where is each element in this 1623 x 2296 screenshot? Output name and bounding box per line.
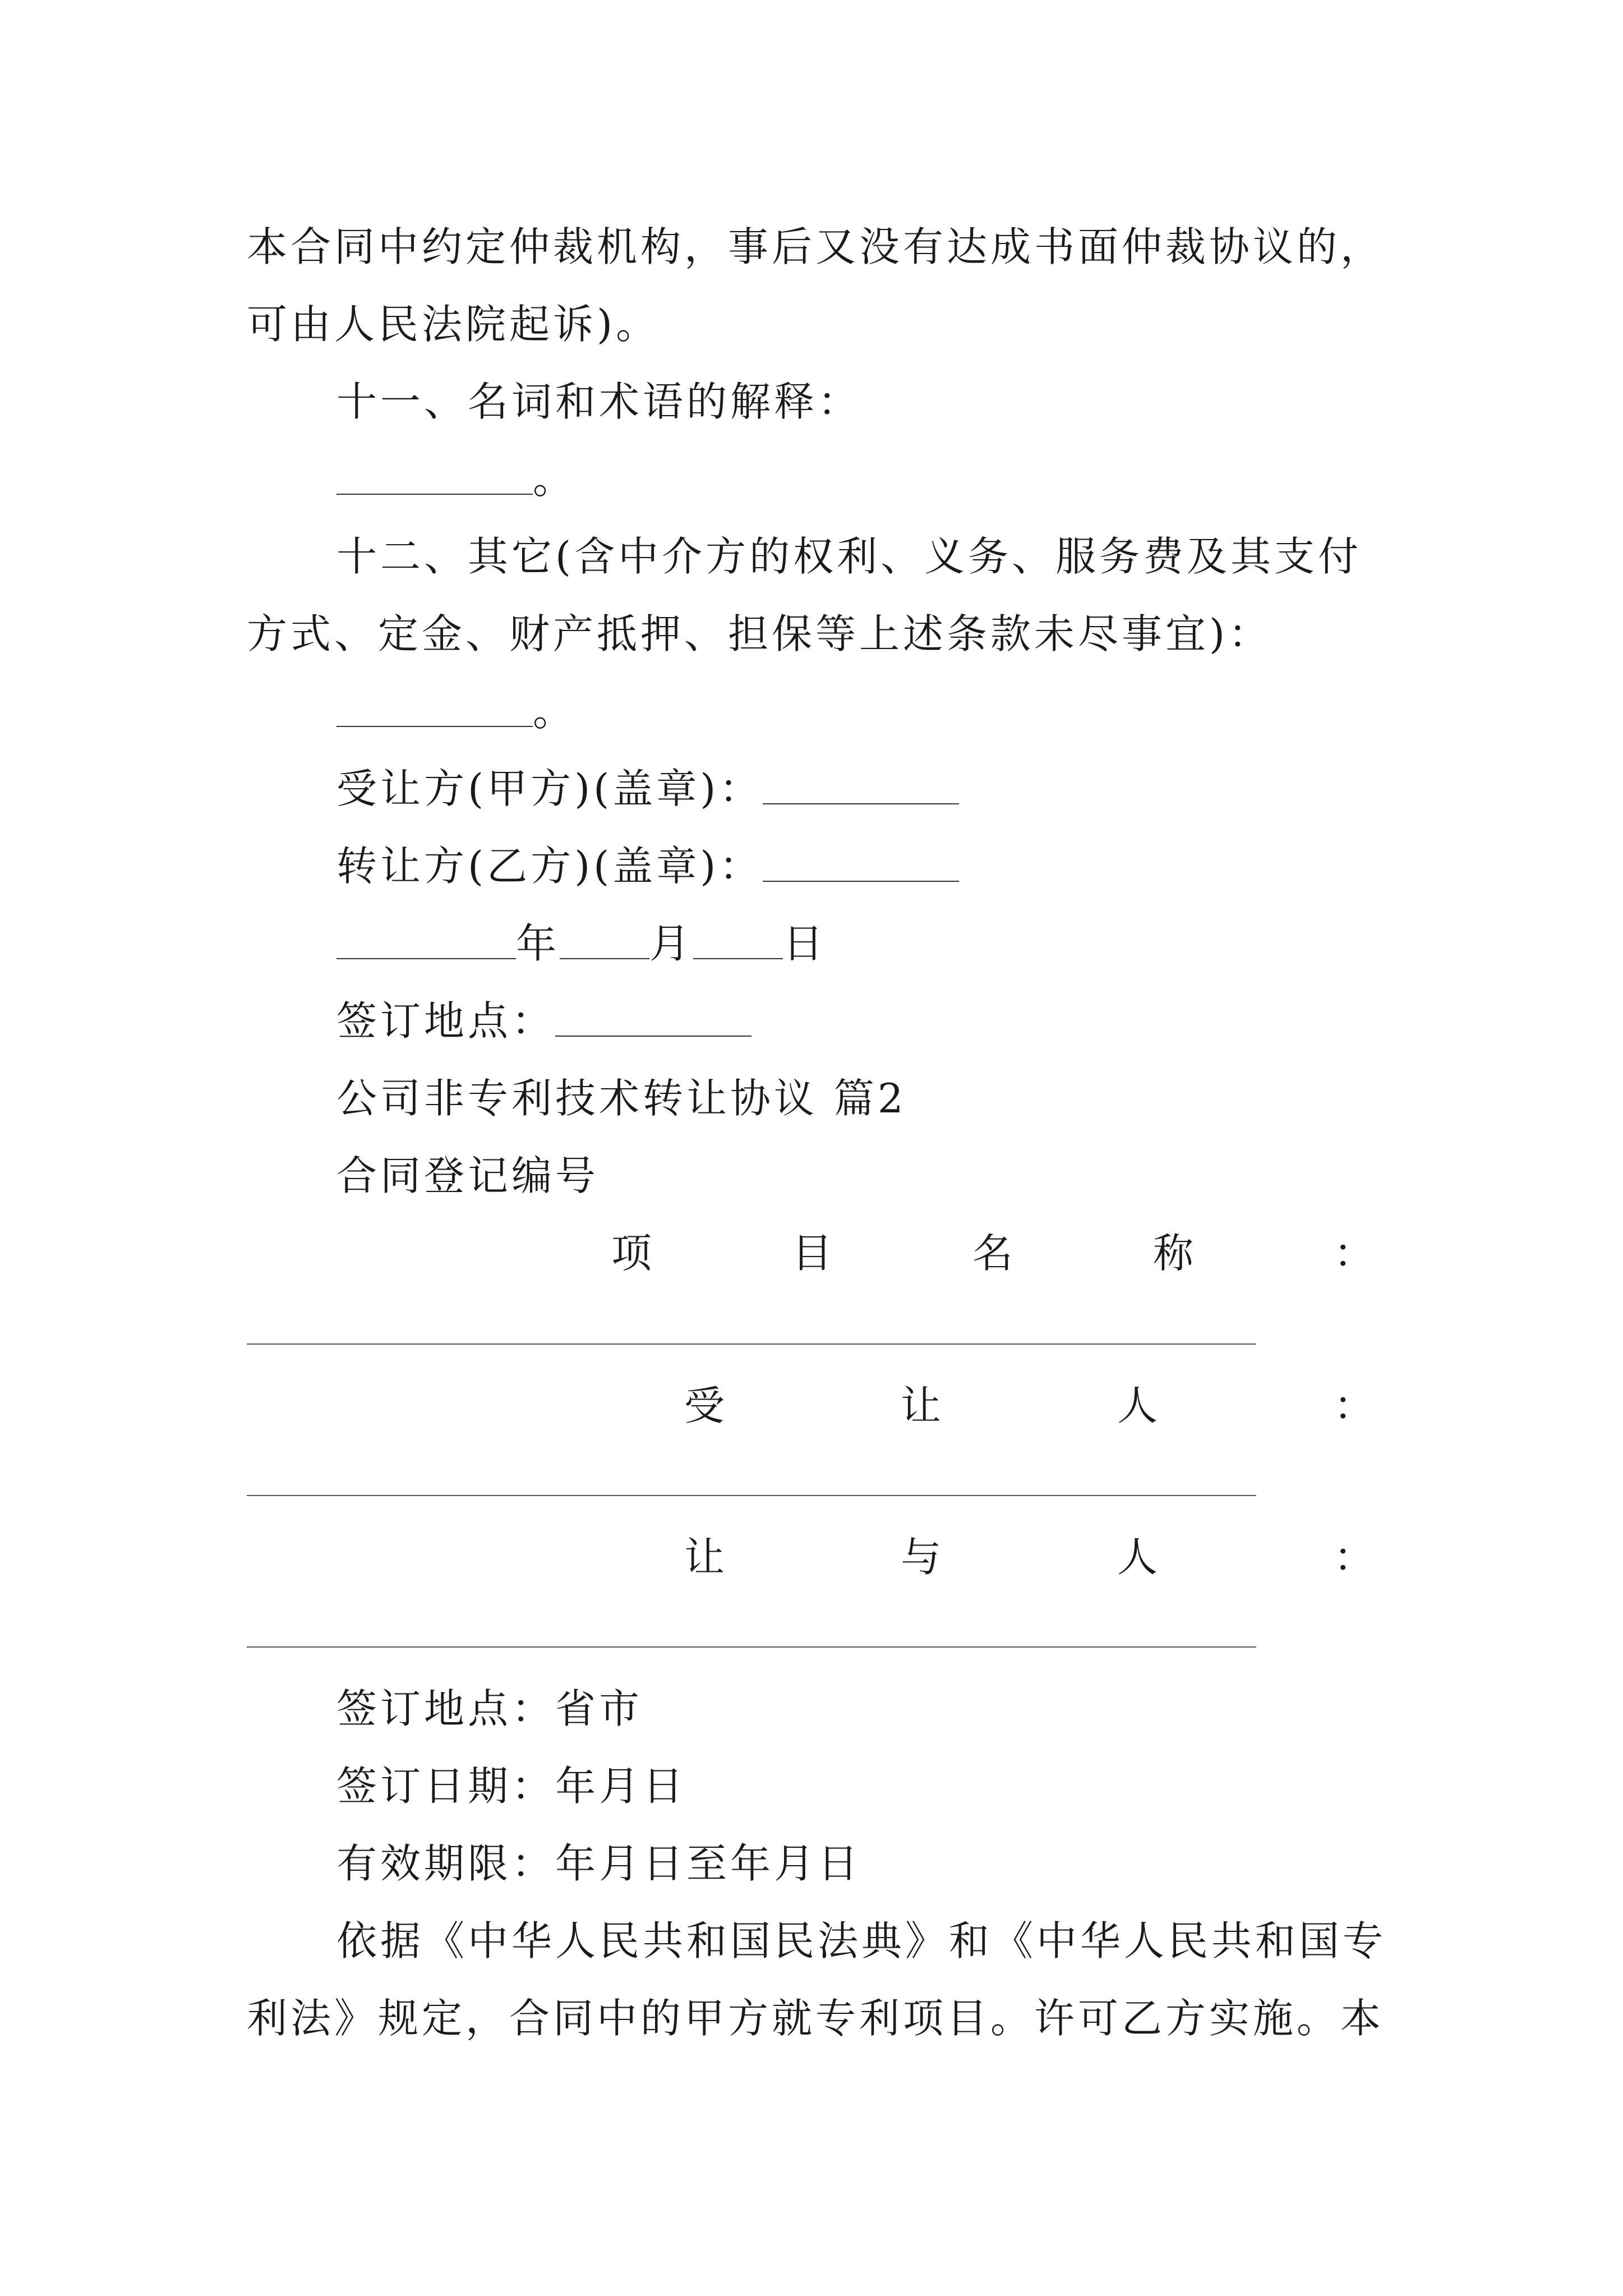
transferor-field bbox=[247, 1529, 1374, 1585]
char: 与 bbox=[900, 1534, 941, 1581]
blank-field bbox=[336, 451, 533, 495]
period: 。 bbox=[533, 688, 577, 735]
text-line: 可由人民法院起诉)。 bbox=[247, 301, 660, 348]
date-line bbox=[336, 915, 1486, 972]
underline-rule bbox=[247, 1646, 1256, 1648]
char: 项 bbox=[611, 1230, 652, 1277]
detail-place: 签订地点：省市 bbox=[336, 1685, 643, 1732]
section-heading-12: 十二、其它(含中介方的权利、义务、服务费及其支付 bbox=[336, 533, 1362, 580]
day-blank bbox=[693, 915, 783, 959]
party-b-line bbox=[336, 838, 1486, 894]
party-a-blank bbox=[763, 761, 959, 804]
char: 人 bbox=[1117, 1534, 1158, 1581]
party-b-label: 转让方(乙方)(盖章)： bbox=[336, 843, 763, 890]
char: 让 bbox=[684, 1534, 725, 1581]
party-b-blank bbox=[763, 838, 959, 882]
year-blank bbox=[336, 915, 516, 959]
month-blank bbox=[560, 915, 649, 959]
underline-rule bbox=[247, 1495, 1256, 1496]
period: 。 bbox=[533, 455, 577, 503]
char: 受 bbox=[684, 1382, 725, 1429]
month-label: 月 bbox=[649, 920, 694, 967]
section-title: 公司非专利技术转让协议 篇2 bbox=[336, 1075, 907, 1122]
reg-no-label: 合同登记编号 bbox=[336, 1152, 600, 1199]
underline-rule bbox=[247, 1343, 1256, 1345]
colon: ： bbox=[1333, 1382, 1374, 1429]
fill-line bbox=[336, 451, 1486, 507]
sign-place-line bbox=[336, 993, 1486, 1049]
fill-line bbox=[336, 683, 1486, 739]
detail-validity: 有效期限：年月日至年月日 bbox=[336, 1840, 862, 1887]
sign-place-label: 签订地点： bbox=[336, 997, 556, 1045]
colon: ： bbox=[1333, 1230, 1374, 1277]
text-line: 本合同中约定仲裁机构，事后又没有达成书面仲裁协议的， bbox=[247, 223, 1385, 270]
day-label: 日 bbox=[783, 920, 827, 967]
char: 称 bbox=[1152, 1230, 1193, 1277]
project-name-field bbox=[247, 1225, 1374, 1281]
section-heading-11: 十一、名词和术语的解释： bbox=[336, 378, 862, 425]
paragraph-line: 依据《中华人民共和国民法典》和《中华人民共和国专 bbox=[336, 1917, 1387, 1964]
year-label: 年 bbox=[516, 920, 560, 967]
party-a-line bbox=[336, 761, 1486, 817]
colon: ： bbox=[1333, 1534, 1374, 1581]
char: 人 bbox=[1117, 1382, 1158, 1429]
blank-field bbox=[336, 683, 533, 727]
char: 目 bbox=[791, 1230, 832, 1277]
sign-place-blank bbox=[555, 993, 751, 1037]
char: 名 bbox=[972, 1230, 1013, 1277]
char: 让 bbox=[900, 1382, 941, 1429]
paragraph-line: 利法》规定，合同中的甲方就专利项目。许可乙方实施。本 bbox=[247, 1995, 1385, 2042]
detail-date: 签订日期：年月日 bbox=[336, 1763, 687, 1810]
party-a-label: 受让方(甲方)(盖章)： bbox=[336, 765, 763, 812]
text-line: 方式、定金、财产抵押、担保等上述条款未尽事宜)： bbox=[247, 610, 1272, 657]
transferee-field bbox=[247, 1378, 1374, 1434]
